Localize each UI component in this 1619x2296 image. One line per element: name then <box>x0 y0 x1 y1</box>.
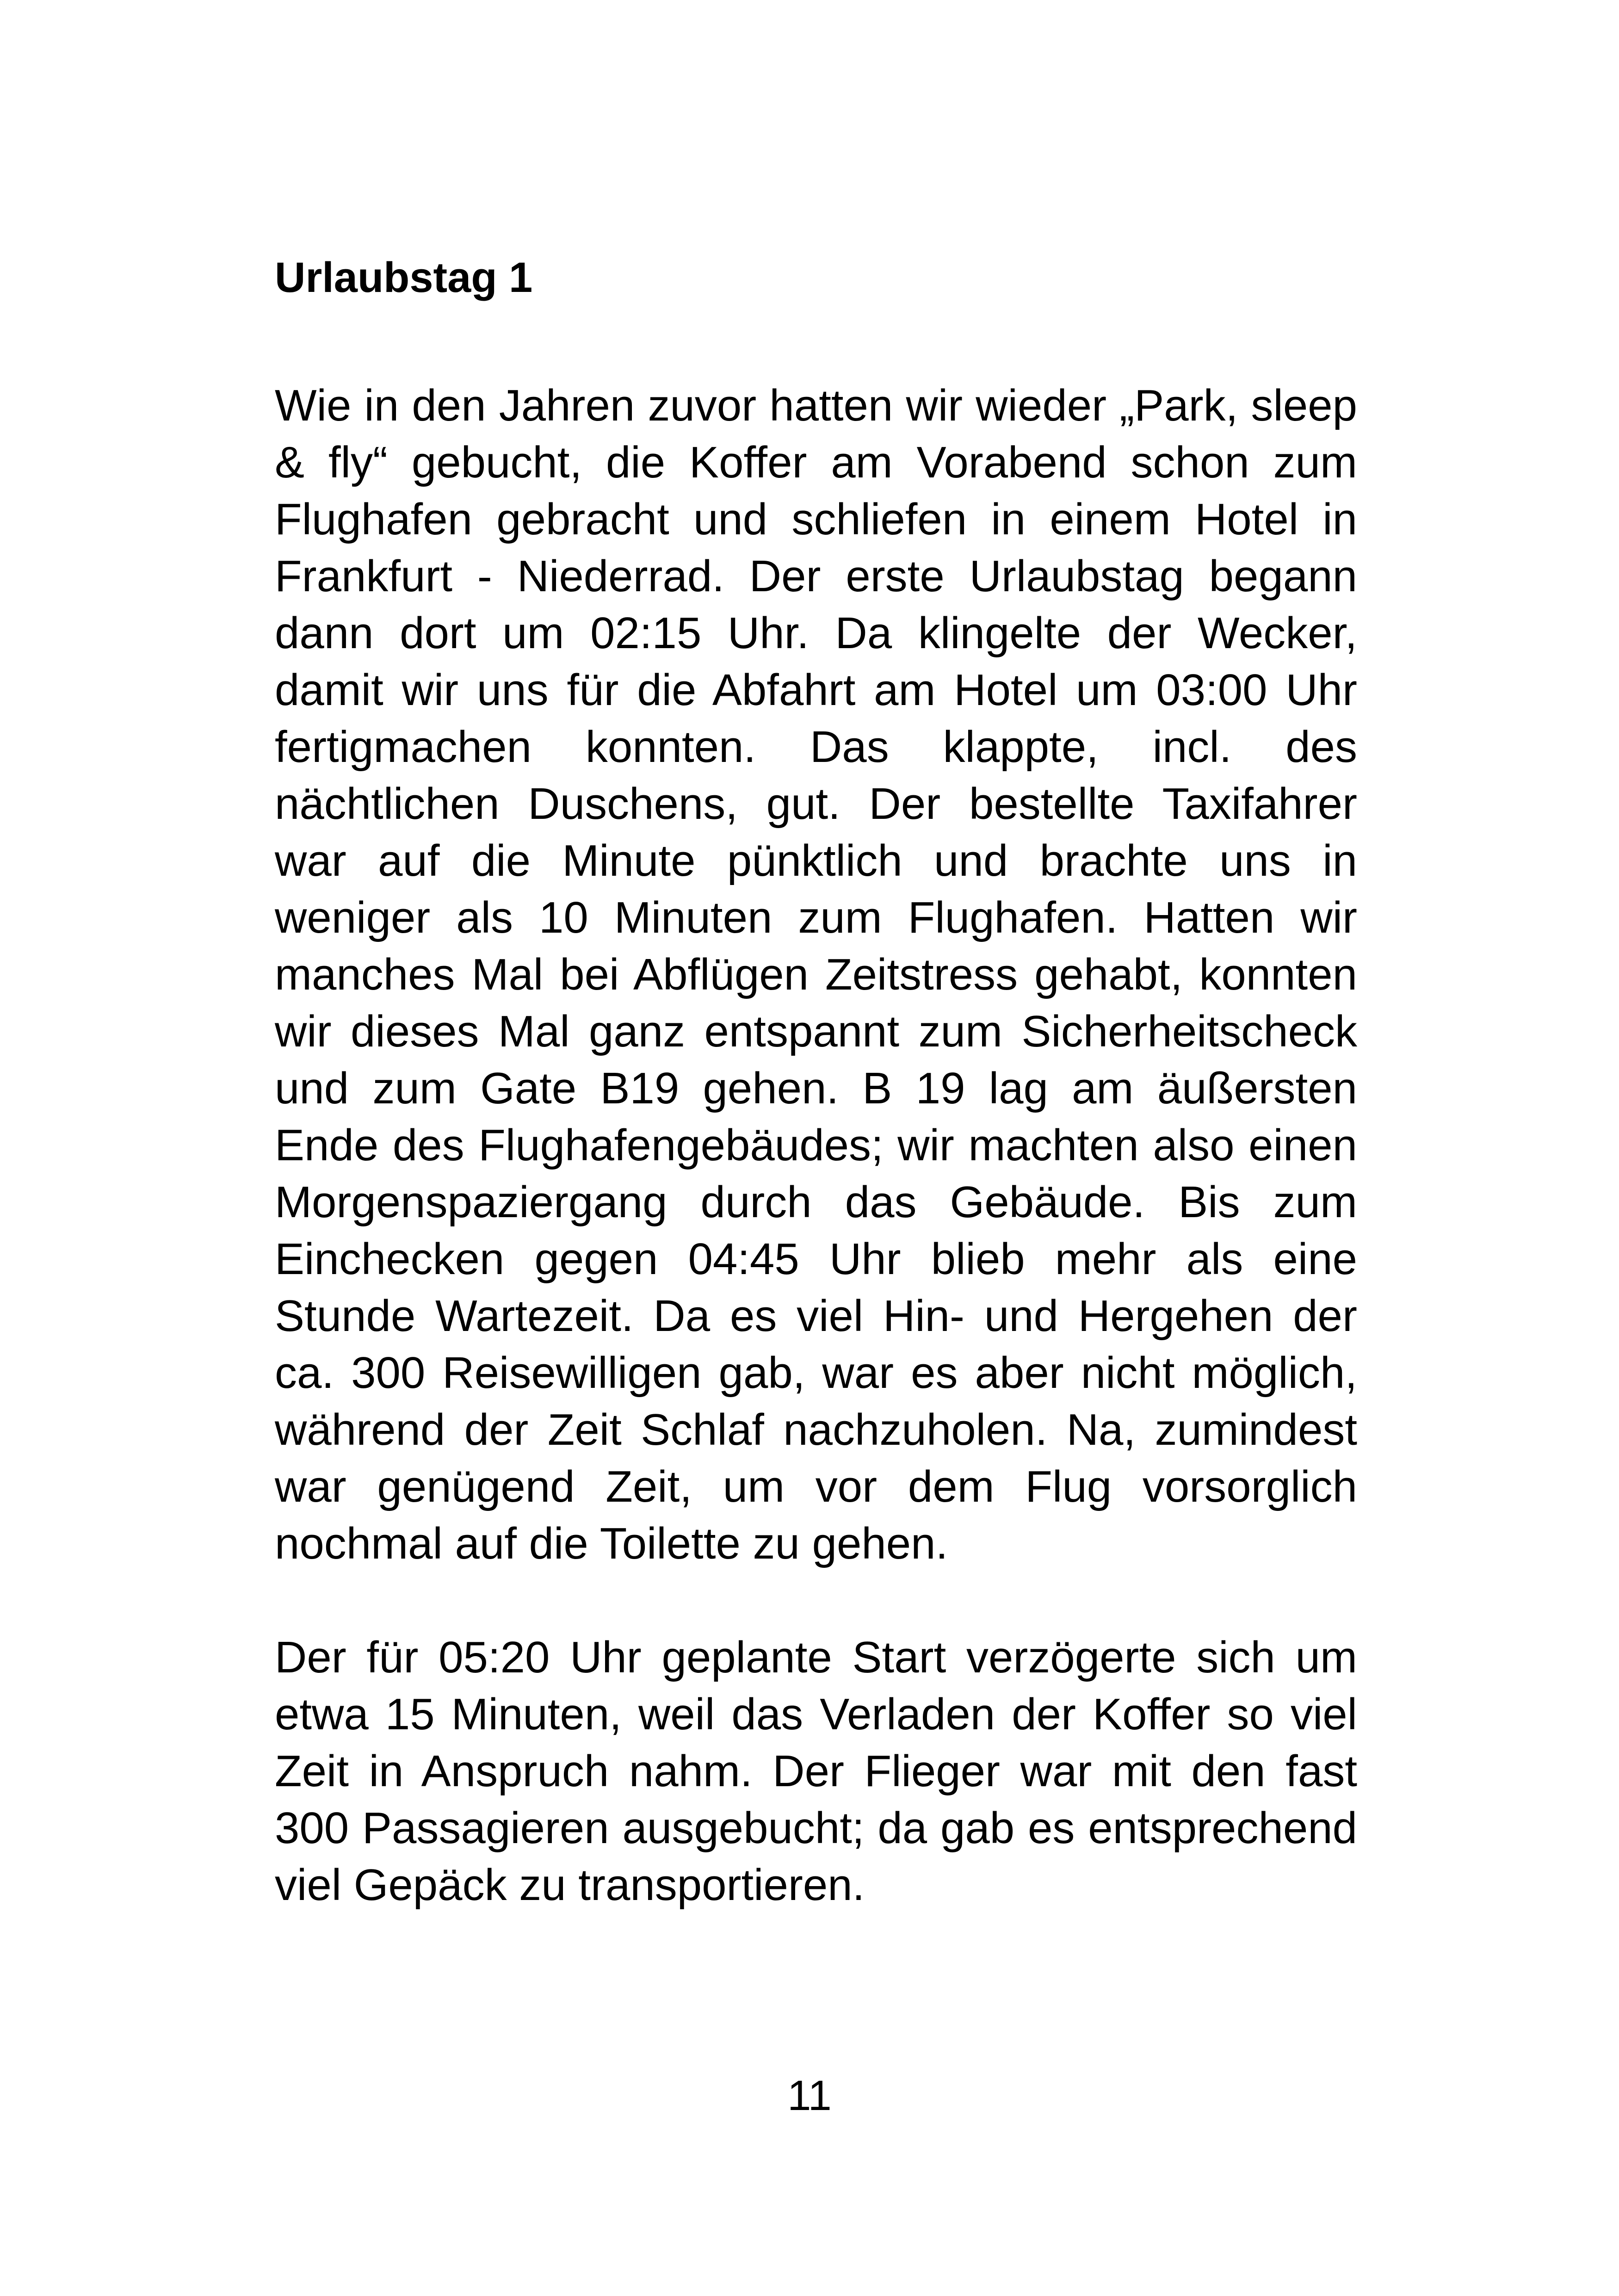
paragraph-1: Wie in den Jahren zuvor hatten wir wieder „Park, sleep & fly“ gebucht, die Koffer am Vorabend schon zum Flughafen gebracht und schliefen in einem Hotel in Frankfurt - Niederrad. Der erste Urlaubstag begann dann dort um 02:15 Uhr. Da klingelte der Wecker, damit wir uns für die Abfahrt am Hotel um 03:00 Uhr fertigmachen konnten. Das klappte, incl. des nächtlichen Duschens, gut. Der bestellte Taxifahrer war auf die Minute pünktlich und brachte uns in weniger als 10 Minuten zum Flughafen. Hatten wir manches Mal bei Abflügen Zeitstress gehabt, konnten wir dieses Mal ganz entspannt zum Sicherheitscheck und zum Gate B19 gehen. B 19 lag am äußersten Ende des Flughafengebäudes; wir machten also einen Morgenspaziergang durch das Gebäude. Bis zum Einchecken gegen 04:45 Uhr blieb mehr als eine Stunde Wartezeit. Da es viel Hin- und Hergehen der ca. 300 Reisewilligen gab, war es aber nicht möglich, während der Zeit Schlaf nachzuholen. Na, zumindest war genügend Zeit, um vor dem Flug vorsorglich nochmal auf die Toilette zu gehen. <box>275 381 1357 1568</box>
paragraph-2: Der für 05:20 Uhr geplante Start verzögerte sich um etwa 15 Minuten, weil das Verladen der Koffer so viel Zeit in Anspruch nahm. Der Flieger war mit den fast 300 Passagieren ausgebucht; da gab es entsprechend viel Gepäck zu transportieren. <box>275 1633 1357 1910</box>
text-block <box>275 250 1357 1913</box>
chapter-heading: Urlaubstag 1 <box>275 254 533 301</box>
page-number: 11 <box>787 2072 832 2119</box>
